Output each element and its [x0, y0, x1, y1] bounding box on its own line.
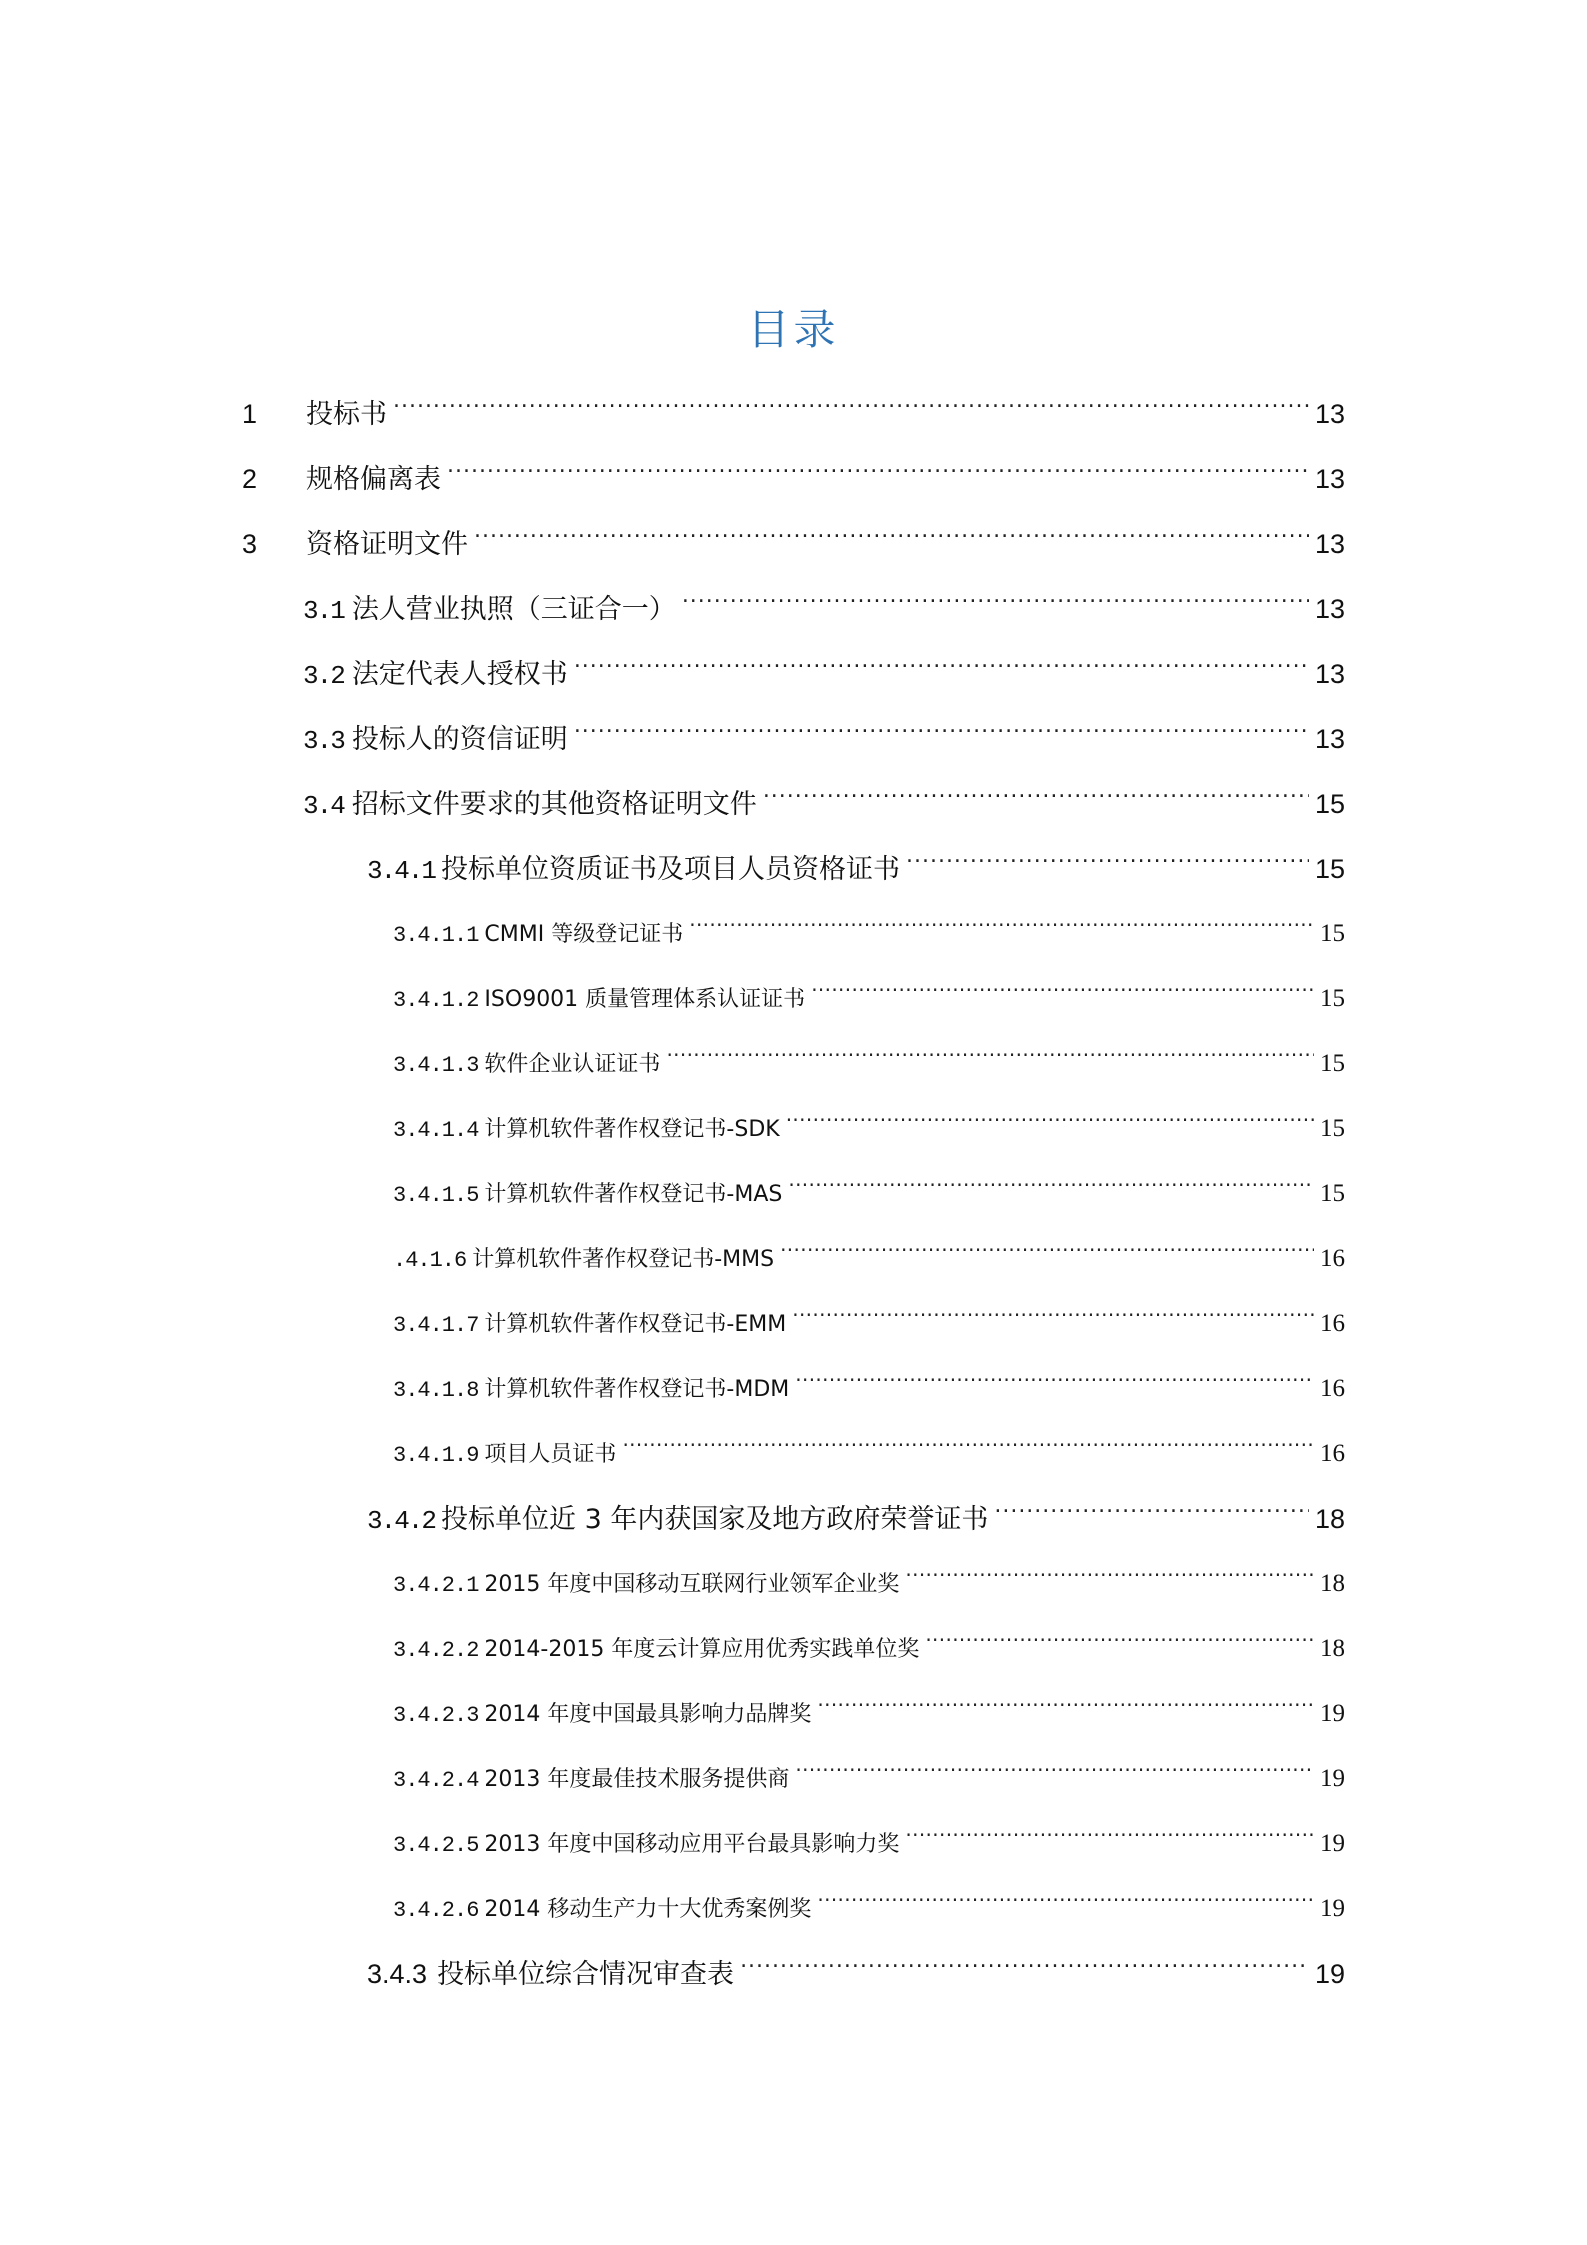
toc-title: 目录: [747, 305, 840, 354]
toc-entry-number: 3.1: [303, 596, 344, 626]
toc-entry-3-4-2-5[interactable]: [393, 1822, 1345, 1866]
toc-entry-label: 计算机软件著作权登记书-SDK: [484, 1117, 780, 1142]
toc-entry-number: 3.4.2: [367, 1506, 436, 1536]
toc-entry-number: 3.4.1.9: [393, 1443, 479, 1468]
toc-entry-label: 2015 年度中国移动互联网行业领军企业奖: [484, 1572, 900, 1597]
toc-entry-label: 2014 年度中国最具影响力品牌奖: [484, 1702, 812, 1727]
toc-entry-3-4-2-1[interactable]: [393, 1562, 1345, 1606]
dot-leader: [994, 1501, 1309, 1528]
dot-leader: [666, 1049, 1314, 1071]
toc-entry-label: 规格偏离表: [306, 464, 441, 495]
toc-entry-3-4-1-1[interactable]: [393, 912, 1345, 956]
dot-leader: [780, 1244, 1314, 1266]
toc-entry-page: 16: [1320, 1375, 1345, 1402]
toc-entry-page: 18: [1320, 1570, 1345, 1597]
toc-entry-label: 招标文件要求的其他资格证明文件: [351, 789, 757, 820]
toc-entry-number: 3.4.1.1: [393, 923, 479, 948]
toc-entry-3-3[interactable]: [303, 717, 1345, 761]
toc-entry-3-4-2-6[interactable]: [393, 1887, 1345, 1931]
toc-entry-number: 3.4.2.3: [393, 1703, 479, 1728]
toc-entry-number: 3.4.2.1: [393, 1573, 479, 1598]
toc-entry-label: 投标单位近 3 年内获国家及地方政府荣誉证书: [441, 1504, 989, 1535]
toc-entry-label: 计算机软件著作权登记书-EMM: [484, 1312, 787, 1337]
toc-entry-page: 19: [1314, 1959, 1345, 1989]
dot-leader: [817, 1699, 1314, 1721]
toc-entry-label: 计算机软件著作权登记书-MMS: [472, 1247, 775, 1272]
toc-entry-3-4-2-2[interactable]: [393, 1627, 1345, 1671]
dot-leader: [792, 1309, 1314, 1331]
dot-leader: [905, 1569, 1314, 1591]
toc-entry-number: 1: [242, 399, 258, 429]
toc-entry-page: 19: [1320, 1765, 1345, 1792]
toc-entry-number: 3.4.2.5: [393, 1833, 479, 1858]
toc-entry-number: 3.4: [303, 791, 344, 821]
toc-entry-3-4-2-4[interactable]: [393, 1757, 1345, 1801]
toc-entry-label: 软件企业认证证书: [484, 1052, 661, 1077]
toc-entry-page: 15: [1320, 1050, 1345, 1077]
toc-entry-3-4-1-5[interactable]: [393, 1172, 1345, 1216]
toc-entry-3-4-1-6[interactable]: [393, 1237, 1345, 1281]
dot-leader: [817, 1894, 1314, 1916]
toc-entry-page: 16: [1320, 1310, 1345, 1337]
toc-entry-3-4-2[interactable]: [367, 1497, 1345, 1541]
toc-entry-page: 16: [1320, 1245, 1345, 1272]
toc-entry-number: 3.4.2.6: [393, 1898, 479, 1923]
toc-entry-label: 2014 移动生产力十大优秀案例奖: [484, 1897, 812, 1922]
toc-entry-3-4-1-7[interactable]: [393, 1302, 1345, 1346]
toc-entry-number: 3.2: [303, 661, 344, 691]
toc-entry-3-4-1-4[interactable]: [393, 1107, 1345, 1151]
dot-leader: [811, 984, 1314, 1006]
toc-entry-page: 13: [1314, 529, 1345, 559]
dot-leader: [905, 1829, 1314, 1851]
dot-leader: [795, 1374, 1314, 1396]
toc-entry-label: CMMI 等级登记证书: [484, 922, 684, 947]
toc-entry-page: 15: [1320, 1180, 1345, 1207]
dot-leader: [393, 396, 1309, 423]
toc-entry-number: 3.4.1: [367, 856, 436, 886]
toc-entry-number: 3.4.1.7: [393, 1313, 479, 1338]
toc-entry-page: 18: [1320, 1635, 1345, 1662]
dot-leader: [740, 1956, 1309, 1983]
toc-entry-3-4-1-2[interactable]: [393, 977, 1345, 1021]
toc-entry-label: 2014-2015 年度云计算应用优秀实践单位奖: [484, 1637, 920, 1662]
toc-entry-label: 投标人的资信证明: [351, 724, 568, 755]
dot-leader: [447, 461, 1309, 488]
dot-leader: [474, 526, 1309, 553]
dot-leader: [786, 1114, 1314, 1136]
toc-entry-number: 3.4.1.2: [393, 988, 479, 1013]
toc-entry-number: 3.4.1.3: [393, 1053, 479, 1078]
toc-entry-3-4-1-9[interactable]: [393, 1432, 1345, 1476]
toc-entry-3[interactable]: [242, 522, 1345, 566]
toc-entry-page: 13: [1314, 659, 1345, 689]
toc-entry-page: 13: [1314, 594, 1345, 624]
dot-leader: [795, 1764, 1314, 1786]
toc-entry-page: 19: [1320, 1895, 1345, 1922]
toc-entry-page: 16: [1320, 1440, 1345, 1467]
toc-entry-page: 18: [1314, 1504, 1345, 1534]
toc-entry-page: 13: [1314, 464, 1345, 494]
toc-entry-page: 15: [1320, 920, 1345, 947]
toc-entry-3-4-1-8[interactable]: [393, 1367, 1345, 1411]
toc-entry-number: 3.4.3: [367, 1959, 428, 1989]
toc-entry-2[interactable]: [242, 457, 1345, 501]
toc-entry-page: 19: [1320, 1700, 1345, 1727]
toc-entry-number: 3.3: [303, 726, 344, 756]
toc-entry-3-4[interactable]: [303, 782, 1345, 826]
toc-entry-number: 3.4.1.5: [393, 1183, 479, 1208]
toc-entry-label: 法人营业执照（三证合一）: [351, 594, 676, 625]
toc-entry-label: 计算机软件著作权登记书-MDM: [484, 1377, 790, 1402]
toc-entry-label: 项目人员证书: [484, 1442, 617, 1467]
toc-entry-label: ISO9001 质量管理体系认证证书: [484, 987, 806, 1012]
toc-entry-3-4-2-3[interactable]: [393, 1692, 1345, 1736]
dot-leader: [574, 656, 1309, 683]
toc-entry-label: 2013 年度中国移动应用平台最具影响力奖: [484, 1832, 900, 1857]
toc-entry-3-2[interactable]: [303, 652, 1345, 696]
toc-entry-page: 19: [1320, 1830, 1345, 1857]
toc-entry-number: 3.4.1.8: [393, 1378, 479, 1403]
toc-entry-number: 3.4.2.4: [393, 1768, 479, 1793]
dot-leader: [682, 591, 1309, 618]
dot-leader: [622, 1439, 1314, 1461]
toc-entry-3-4-3[interactable]: [367, 1952, 1345, 1996]
toc-entry-label: 投标单位综合情况审查表: [437, 1959, 735, 1990]
toc-entry-label: 投标书: [306, 399, 387, 430]
toc-entry-page: 15: [1320, 985, 1345, 1012]
dot-leader: [906, 851, 1309, 878]
toc-entry-label: 2013 年度最佳技术服务提供商: [484, 1767, 790, 1792]
dot-leader: [788, 1179, 1314, 1201]
toc-entry-page: 15: [1314, 789, 1345, 819]
toc-entry-page: 15: [1320, 1115, 1345, 1142]
toc-entry-label: 法定代表人授权书: [351, 659, 568, 690]
dot-leader: [763, 786, 1309, 813]
toc-entry-3-1[interactable]: [303, 587, 1345, 631]
dot-leader: [574, 721, 1309, 748]
toc-entry-page: 15: [1314, 854, 1345, 884]
toc-entry-1[interactable]: [242, 392, 1345, 436]
toc-entry-number: .4.1.6: [393, 1248, 467, 1273]
toc-entry-page: 13: [1314, 724, 1345, 754]
toc-entry-label: 投标单位资质证书及项目人员资格证书: [441, 854, 901, 885]
toc-entry-3-4-1-3[interactable]: [393, 1042, 1345, 1086]
toc-entry-number: 2: [242, 464, 258, 494]
toc-entry-label: 计算机软件著作权登记书-MAS: [484, 1182, 783, 1207]
toc-entry-number: 3.4.1.4: [393, 1118, 479, 1143]
toc-entry-page: 13: [1314, 399, 1345, 429]
toc-entry-label: 资格证明文件: [306, 529, 468, 560]
toc-entry-number: 3.4.2.2: [393, 1638, 479, 1663]
toc-entry-number: 3: [242, 529, 258, 559]
dot-leader: [925, 1634, 1314, 1656]
dot-leader: [689, 919, 1314, 941]
toc-entry-3-4-1[interactable]: [367, 847, 1345, 891]
